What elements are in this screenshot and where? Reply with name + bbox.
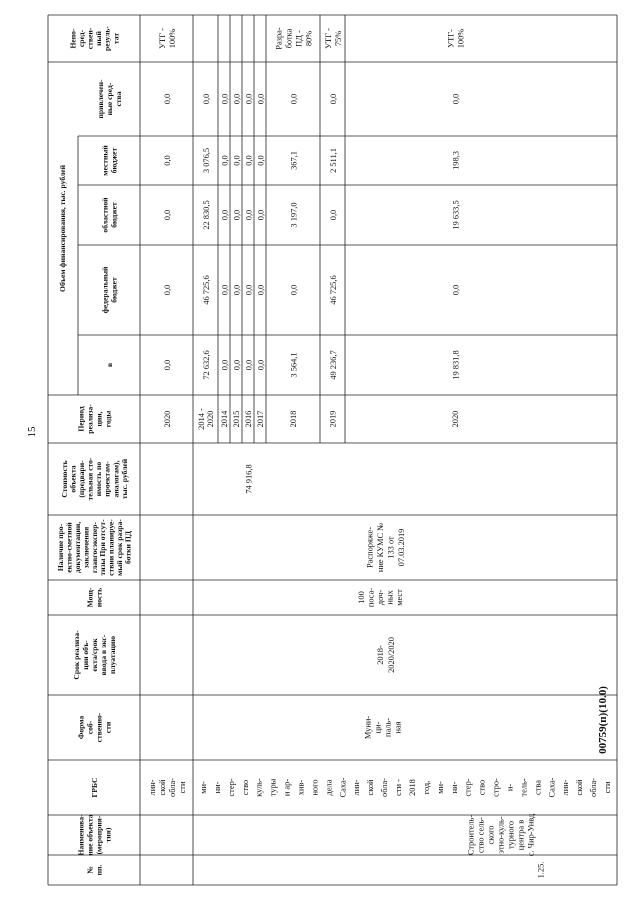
item-grbs-word: [478, 780, 487, 795]
header-term: [72, 630, 117, 680]
header-result: [68, 26, 120, 51]
item-grbs-word: [408, 779, 417, 796]
item-grbs-line: ми-: [199, 781, 208, 794]
item-name-line: центра в: [516, 819, 526, 851]
row-local-line: 2 511,1: [328, 148, 338, 173]
item-capacity-line: ных: [385, 590, 395, 605]
header-result-line: ствен-: [85, 27, 95, 50]
row-federal: [244, 285, 253, 295]
header-name-line: Наименова-: [76, 814, 86, 856]
header-attracted-line: привлечен-: [95, 79, 105, 119]
header-regional: [100, 197, 118, 233]
header-total-line: в: [104, 362, 114, 368]
row-federal: [202, 275, 211, 304]
header-term-line: плуатацию: [107, 635, 117, 675]
header-result-line: ный: [94, 31, 104, 46]
row-federal-line: 0,0: [256, 284, 266, 296]
item-docs-line: 133 от: [386, 536, 396, 559]
header-attracted-line: ства: [113, 91, 123, 107]
header-docs-line: мый срок разра-: [114, 519, 124, 576]
item-grbs-line: ство: [240, 779, 250, 796]
item-capacity-line: доч-: [376, 589, 386, 606]
item-grbs-word: [213, 781, 222, 793]
item-ownership-line: ци-: [373, 721, 383, 734]
row-regional: [202, 200, 211, 229]
top-total: [163, 360, 172, 370]
item-grbs-line: сти -: [394, 779, 404, 796]
row-result-line: ботка: [284, 28, 294, 49]
item-name-line: Строитель-: [466, 814, 476, 856]
row-total-line: 49 236,7: [328, 350, 338, 380]
item-grbs-line: сти: [603, 781, 612, 794]
item-grbs-line: лин-: [352, 779, 362, 796]
item-grbs-word: [255, 778, 264, 797]
item-cost: [244, 464, 253, 493]
row-period: [328, 411, 337, 428]
item-grbs-word: [324, 779, 333, 795]
footer-code: [597, 686, 609, 754]
item-grbs-line: ни-: [212, 781, 222, 794]
row-regional: [256, 210, 265, 220]
item-grbs-word: [241, 780, 250, 795]
item-grbs-line: Саха-: [338, 777, 348, 798]
header-funding-group: [58, 164, 67, 292]
row-attracted: [202, 94, 211, 104]
item-docs-line: ние КУМС №: [376, 522, 386, 573]
top-regional: [163, 210, 172, 220]
row-local-line: 198,3: [451, 151, 461, 170]
row-total-line: 0,0: [232, 359, 242, 371]
item-grbs-line: тель-: [519, 778, 529, 797]
row-local: [451, 151, 460, 170]
row-result-line: Разра-: [274, 27, 284, 50]
item-docs-line: Распоряже-: [365, 527, 375, 568]
grbs-tail: [148, 778, 187, 797]
item-grbs-line: стер-: [226, 778, 236, 797]
item-grbs-line: лин-: [561, 779, 571, 796]
row-local-line: 0,0: [244, 155, 254, 166]
header-term-line: Срок реализа-: [71, 630, 81, 680]
row-total: [256, 360, 265, 370]
row-local: [289, 151, 298, 170]
row-result-line: 80%: [304, 30, 314, 47]
item-grbs-line: год,: [421, 780, 431, 795]
grbs-tail-line: ской: [157, 779, 167, 796]
grbs-tail-line: сти: [177, 781, 187, 794]
header-ownership-line: сти: [103, 721, 113, 734]
header-regional-line: бюджет: [109, 202, 119, 228]
header-ownership-line: соб-: [85, 720, 95, 735]
row-attracted: [289, 94, 298, 104]
item-grbs-word: [519, 778, 528, 796]
item-grbs-line: и-: [505, 783, 515, 792]
row-total-line: 0,0: [220, 359, 230, 371]
top-federal-line: 0,0: [162, 284, 172, 296]
item-name: [466, 813, 535, 856]
row-local: [202, 148, 211, 173]
row-result-line: 75%: [333, 30, 343, 47]
item-grbs-word: [547, 777, 556, 797]
item-grbs-word: [533, 780, 542, 795]
item-capacity-line: мест: [395, 589, 405, 606]
header-docs-line: ствии планируе-: [106, 519, 116, 576]
header-cost-line: (предвари-: [76, 460, 86, 498]
item-grbs-word: [338, 777, 347, 797]
item-ownership-line: ная: [393, 721, 403, 734]
row-period-line: 2019: [328, 410, 338, 428]
header-term-line: ввода в экс-: [98, 634, 108, 676]
row-federal-line: 0,0: [451, 284, 461, 296]
row-regional-line: 22 830,5: [201, 200, 211, 230]
header-cost-line: тельная сто-: [85, 457, 95, 501]
top-total-line: 0,0: [162, 359, 172, 371]
row-regional-line: 3 197,0: [289, 202, 299, 228]
item-num-line: 1.25.: [536, 861, 546, 879]
header-cost: [60, 457, 129, 500]
row-total-line: 0,0: [256, 359, 266, 371]
header-result-line: Непо-: [68, 28, 78, 49]
row-local-line: 3 076,5: [201, 147, 211, 174]
item-docs: [366, 523, 407, 572]
row-local-line: 0,0: [256, 155, 266, 166]
row-attracted: [232, 94, 241, 104]
top-local-line: 0,0: [162, 155, 172, 166]
header-num: [85, 865, 103, 876]
item-grbs-line: и ар-: [282, 778, 292, 797]
item-grbs-line: ми-: [435, 781, 445, 794]
header-funding-group-text: Объем финансирования, тыс. рублей: [58, 165, 67, 292]
header-result-line: резуль-: [102, 26, 112, 51]
grbs-tail-line: лин-: [147, 779, 157, 796]
header-name: [76, 814, 112, 856]
header-local-line: местный: [100, 145, 110, 176]
header-federal-line: бюджет: [109, 277, 119, 303]
item-ownership-line: паль-: [383, 717, 393, 738]
item-grbs-line: ного: [310, 779, 320, 796]
row-result-line: ПД -: [294, 30, 304, 47]
header-period: [76, 404, 112, 434]
header-term-line: ции объ-: [80, 640, 90, 670]
item-grbs-word: [575, 779, 584, 796]
row-period-line: 2016: [243, 410, 253, 428]
row-local-line: 367,1: [289, 151, 299, 170]
header-name-line: ние объекта: [85, 814, 95, 856]
item-capacity: [357, 588, 404, 607]
header-local-line: бюджет: [109, 147, 119, 174]
header-total: [105, 363, 114, 367]
header-result-line: сред-: [76, 29, 86, 48]
row-local: [232, 155, 241, 165]
item-name-line: с. Чир-Унвд: [526, 813, 536, 857]
row-regional: [289, 202, 298, 227]
item-grbs-line: куль-: [254, 778, 264, 797]
top-result: [158, 28, 177, 49]
top-federal: [163, 285, 172, 295]
item-name-line: турного: [506, 820, 516, 850]
item-grbs-word: [352, 779, 361, 795]
item-grbs-word: [464, 778, 473, 796]
header-result-line: тат: [111, 32, 121, 45]
item-ownership-line: Муни-: [363, 715, 373, 740]
header-docs-line: документации,: [72, 521, 82, 574]
row-period: [289, 411, 298, 428]
item-grbs-line: ской: [366, 779, 376, 796]
item-ownership: [363, 716, 402, 739]
header-docs-line: заключения: [81, 526, 91, 569]
row-result: [324, 28, 343, 49]
header-num-line: №: [85, 866, 95, 874]
item-grbs-word: [561, 779, 570, 795]
footer-code-text: 00759(п)(10.0): [597, 686, 609, 754]
row-total: [329, 350, 338, 379]
header-cost-line: аналогам),: [111, 460, 121, 498]
row-result: [274, 27, 313, 50]
item-capacity-line: поса-: [366, 587, 376, 608]
header-federal: [100, 266, 118, 313]
header-cost-line: объекта: [68, 465, 78, 493]
row-regional-line: 0,0: [220, 209, 230, 221]
row-total-line: 19 831,8: [451, 350, 461, 380]
row-local-line: 0,0: [232, 155, 242, 166]
row-attracted-line: 0,0: [232, 93, 242, 105]
header-capacity-line: Мощ-: [85, 587, 95, 608]
header-ownership: [76, 712, 112, 742]
row-regional: [244, 210, 253, 220]
row-attracted: [220, 94, 229, 104]
item-capacity-line: 100: [357, 591, 367, 604]
item-grbs-word: [492, 778, 501, 797]
item-grbs-word: [603, 781, 612, 793]
header-cost-line: Стоимость: [59, 460, 69, 498]
row-total: [232, 360, 241, 370]
row-period-line: 2015: [231, 410, 241, 428]
row-total: [202, 350, 211, 379]
header-ownership-line: ственно-: [94, 712, 104, 743]
row-period-line: 2014 -: [196, 408, 206, 430]
row-regional-line: 0,0: [232, 209, 242, 221]
row-total-line: 0,0: [244, 359, 254, 371]
item-grbs-word: [297, 780, 306, 796]
row-attracted-line: 0,0: [256, 93, 266, 105]
item-grbs-line: ской: [575, 779, 585, 796]
row-federal-line: 0,0: [232, 284, 242, 296]
row-federal-line: 46 725,6: [201, 275, 211, 305]
item-grbs-word: [436, 781, 445, 794]
row-period: [256, 411, 265, 428]
header-docs-line: тизы При отсут-: [98, 519, 108, 576]
row-attracted-line: 0,0: [220, 93, 230, 105]
item-term: [376, 637, 396, 673]
header-federal-line: федеральный: [100, 266, 110, 314]
item-grbs-line: ство: [477, 779, 487, 796]
row-attracted-line: 0,0: [451, 93, 461, 105]
item-grbs-word: [310, 779, 319, 795]
row-local: [329, 148, 338, 173]
row-total: [244, 360, 253, 370]
item-grbs-word: [227, 778, 236, 796]
item-grbs-word: [589, 778, 598, 797]
header-period-line: ции,: [94, 411, 104, 427]
row-federal: [451, 285, 460, 295]
item-grbs-line: Саха-: [547, 777, 557, 798]
item-grbs-line: дела: [324, 779, 334, 796]
item-grbs-word: [380, 778, 389, 797]
row-period-line: 2018: [288, 410, 298, 428]
header-docs-line: Наличие про-: [56, 523, 66, 572]
item-grbs-word: [199, 781, 208, 794]
row-regional: [451, 200, 460, 229]
row-regional-line: 0,0: [328, 209, 338, 221]
row-total-line: 3 564,1: [289, 352, 299, 378]
row-total: [451, 350, 460, 379]
item-name-line: ство сель-: [476, 817, 486, 853]
row-attracted-line: 0,0: [328, 93, 338, 105]
item-grbs-word: [450, 781, 459, 793]
row-local-line: 0,0: [220, 155, 230, 166]
row-attracted: [451, 94, 460, 104]
header-attracted: [96, 79, 123, 118]
row-period-line: 2017: [255, 410, 265, 428]
header-period-line: реализа-: [85, 404, 95, 434]
top-period-line: 2020: [162, 410, 172, 428]
header-term-line: екта/срок: [89, 638, 99, 672]
item-grbs-word: [366, 779, 375, 796]
page-number-text: 15: [26, 426, 38, 438]
top-regional-line: 0,0: [162, 209, 172, 221]
header-name-line: тия): [103, 827, 113, 843]
row-attracted: [244, 94, 253, 104]
row-period-line: 2014: [219, 410, 229, 428]
header-regional-line: областной: [100, 197, 110, 233]
header-cost-line: проектам-: [102, 461, 112, 497]
row-federal: [232, 285, 241, 295]
row-period-line: 2020: [205, 410, 215, 428]
row-federal-line: 0,0: [289, 284, 299, 296]
header-period-line: годы: [103, 410, 113, 428]
item-name-line: этно-куль-: [496, 816, 506, 854]
row-total: [220, 360, 229, 370]
item-grbs-line: ства: [533, 780, 543, 795]
row-federal-line: 0,0: [220, 284, 230, 296]
item-grbs-word: [269, 778, 278, 796]
top-attracted-line: 0,0: [162, 93, 172, 105]
top-local: [163, 155, 172, 165]
item-docs-line: 07.03.2019: [397, 528, 407, 567]
item-grbs-line: обла-: [380, 778, 390, 797]
header-name-line: (мероприя-: [94, 815, 104, 855]
row-regional: [329, 210, 338, 220]
header-grbs-line: ГРБС: [89, 777, 99, 798]
header-attracted-line: ные сред-: [104, 82, 114, 116]
row-attracted: [329, 94, 338, 104]
row-attracted: [256, 94, 265, 104]
header-ownership-line: Форма: [76, 715, 86, 740]
row-regional-line: 0,0: [244, 209, 254, 221]
header-docs: [56, 519, 132, 576]
row-federal-line: 0,0: [244, 284, 254, 296]
item-grbs-word: [394, 779, 403, 796]
row-regional: [232, 210, 241, 220]
top-result-line: УТГ -: [157, 28, 167, 49]
row-attracted-line: 0,0: [289, 93, 299, 105]
row-regional-line: 0,0: [256, 209, 266, 221]
row-total: [289, 352, 298, 377]
row-federal: [220, 285, 229, 295]
top-result-line: 100%: [167, 28, 177, 49]
row-federal-line: 46 725,6: [328, 275, 338, 305]
item-grbs-line: ни-: [449, 781, 459, 794]
item-term-line: 2020/2020: [387, 637, 397, 673]
header-cost-line: тыс. рублей: [119, 458, 129, 500]
header-cost-line: имость по: [94, 461, 104, 497]
page-number: [26, 426, 38, 438]
item-grbs-line: 2018: [407, 779, 417, 796]
header-docs-line: ботки ПД: [123, 531, 133, 564]
row-period: [232, 411, 241, 428]
item-num: [536, 862, 545, 879]
header-docs-line: ектно-сметной: [64, 522, 74, 573]
row-regional-line: 19 633,5: [451, 200, 461, 230]
row-result: [446, 29, 465, 49]
row-federal: [256, 285, 265, 295]
header-num-line: пп.: [94, 864, 104, 876]
top-period: [163, 411, 172, 428]
row-period: [244, 411, 253, 428]
header-period-line: Период: [76, 406, 86, 432]
row-result-line: УТГ-: [446, 29, 456, 48]
item-grbs: [199, 777, 612, 797]
row-federal: [329, 275, 338, 304]
header-capacity-line: ность: [94, 587, 104, 608]
row-period: [197, 408, 215, 430]
row-local: [256, 155, 265, 165]
header-local: [100, 145, 118, 176]
row-federal: [289, 285, 298, 295]
item-cost-line: 74 916,8: [244, 464, 254, 494]
row-attracted-line: 0,0: [201, 93, 211, 105]
item-grbs-line: туры: [268, 778, 278, 797]
item-name-line: ского: [486, 825, 496, 845]
row-period-line: 2020: [450, 410, 460, 428]
item-grbs-line: обла-: [589, 778, 599, 797]
item-grbs-line: хив-: [296, 779, 306, 796]
row-local: [244, 155, 253, 165]
item-grbs-word: [283, 779, 292, 796]
item-grbs-line: стер-: [463, 778, 473, 797]
row-attracted-line: 0,0: [244, 93, 254, 105]
header-capacity: [85, 587, 103, 607]
header-docs-line: главгосэкспер-: [89, 521, 99, 574]
row-result-line: УТГ -: [323, 28, 333, 49]
grbs-tail-line: обла-: [167, 778, 177, 797]
item-grbs-word: [505, 784, 514, 791]
row-result-line: 100%: [456, 28, 466, 49]
header-grbs: [90, 778, 99, 798]
row-period: [451, 411, 460, 428]
row-regional: [220, 210, 229, 220]
row-total-line: 72 632,6: [201, 350, 211, 380]
item-grbs-word: [422, 781, 431, 795]
row-period: [220, 410, 229, 428]
item-term-line: 2018-: [376, 645, 386, 665]
item-grbs-line: стро-: [491, 778, 501, 797]
row-local: [220, 155, 229, 165]
top-attracted: [163, 94, 172, 104]
